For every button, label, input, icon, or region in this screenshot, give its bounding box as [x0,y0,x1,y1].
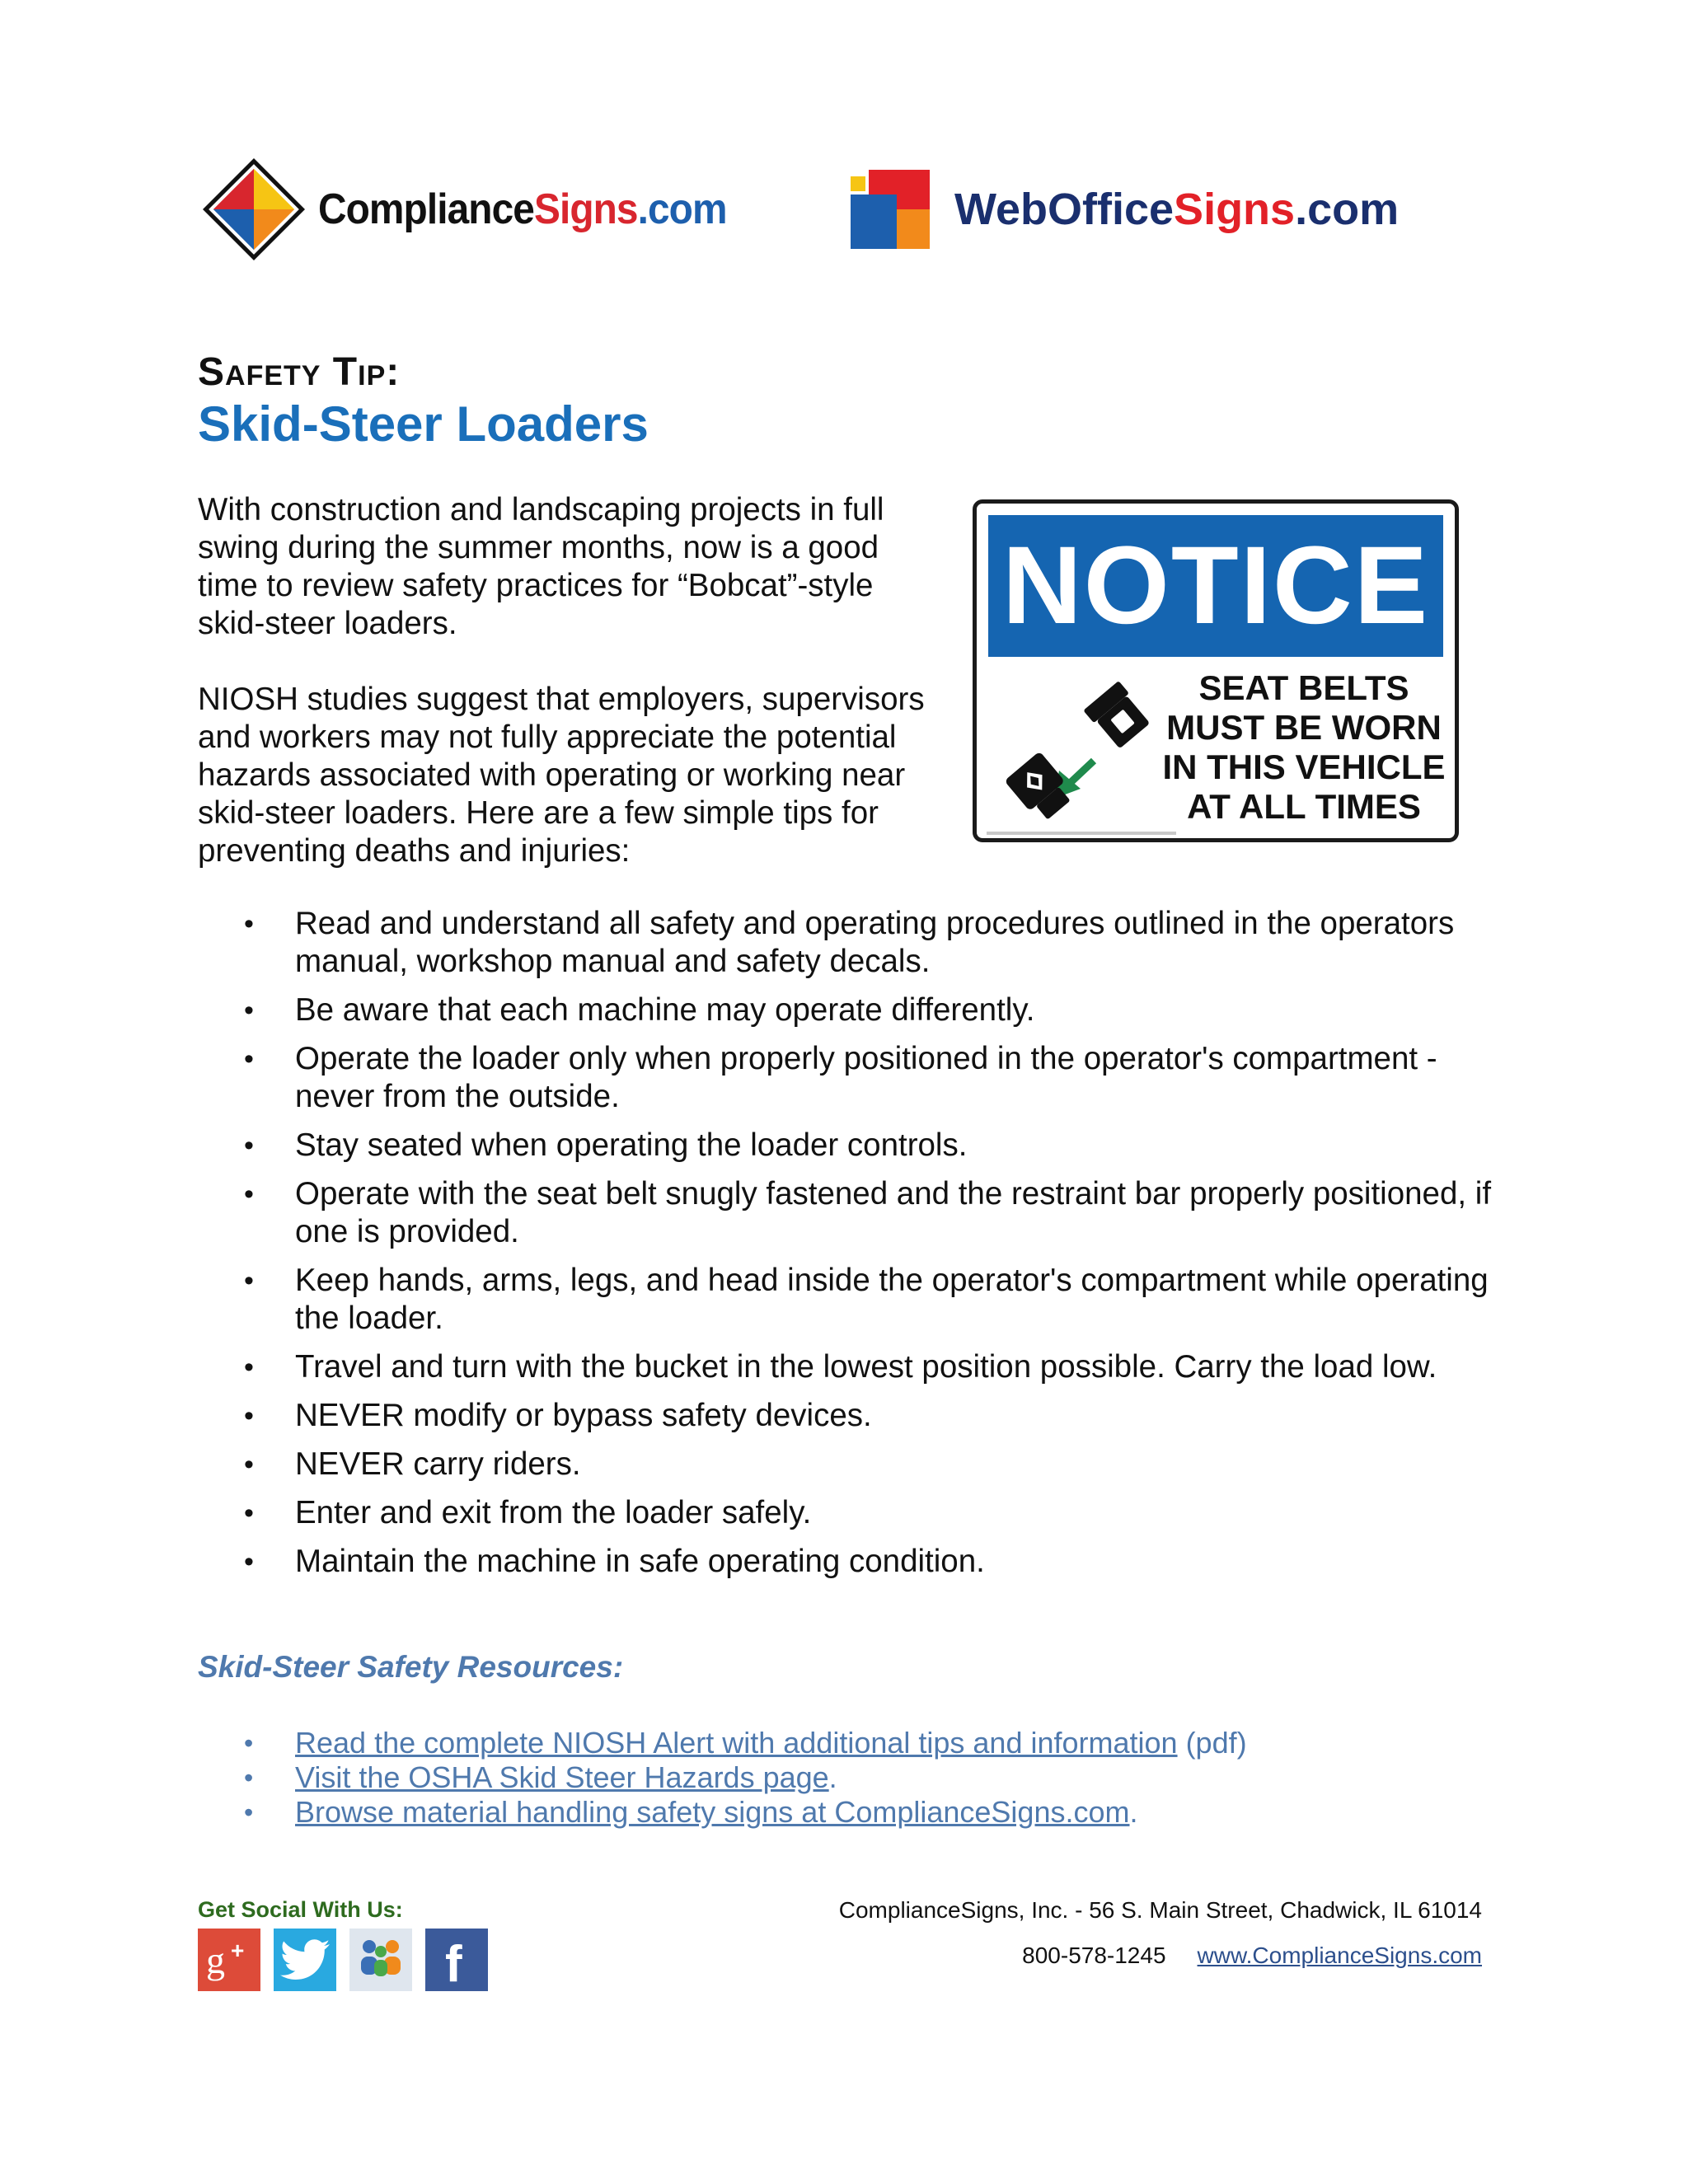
twitter-icon[interactable] [274,1929,336,1991]
cs-logo-part3: .com [637,185,727,233]
notice-header: NOTICE [1001,524,1430,647]
intro-paragraph-1: With construction and landscaping projects in full swing during the summer months, now is a good time to review safety practices for “Bobcat”-style skid-steer loaders. [198,492,884,641]
social-icons [198,1929,488,1991]
website-link[interactable]: www.ComplianceSigns.com [1197,1943,1482,1968]
notice-line-4: AT ALL TIMES [1187,787,1421,826]
article-title: Skid-Steer Loaders [198,396,649,452]
compliancesigns-diamond-icon [199,155,308,264]
notice-line-2: MUST BE WORN [1166,708,1442,747]
resource-suffix: . [828,1760,837,1794]
notice-sign-image [973,499,1459,842]
google-plus-icon[interactable] [198,1929,260,1991]
wos-logo-part1: WebOffice [954,185,1175,234]
cs-logo-part1: Compliance [318,185,534,233]
safety-tips-list [198,905,1500,1591]
list-item: • Travel and turn with the bucket in the lowest position possible. Carry the load low. [198,1348,1500,1386]
list-item: • Maintain the machine in safe operating condition. [198,1543,1500,1581]
notice-banner [988,515,1443,657]
notice-line-3: IN THIS VEHICLE [1162,748,1446,786]
resources-heading: Skid-Steer Safety Resources: [198,1650,624,1684]
list-item: • Stay seated when operating the loader controls. [198,1127,1500,1165]
notice-line-1: SEAT BELTS [1198,668,1409,707]
list-item: • Operate with the seat belt snugly fastened and the restraint bar properly positioned, if one is provided. [198,1175,1500,1251]
resource-suffix: (pdf) [1177,1726,1247,1760]
resource-item [198,1760,1500,1795]
company-address: ComplianceSigns, Inc. - 56 S. Main Street, Chadwick, IL 61014 [838,1897,1482,1923]
social-label: Get Social With Us: [198,1897,403,1922]
sign-fine-print [987,832,1176,835]
compliancesigns-logo[interactable] [199,152,762,267]
svg-text:f: f [445,1936,462,1991]
material-handling-signs-link[interactable]: Browse material handling safety signs at ComplianceSigns.com [295,1795,1130,1829]
resources-list [198,1726,1500,1830]
list-item: • Be aware that each machine may operate differently. [198,991,1500,1029]
cs-logo-part2: Signs [533,185,638,233]
svg-text:+: + [231,1938,245,1963]
webofficesigns-logo[interactable] [851,170,1399,249]
list-item: • NEVER modify or bypass safety devices. [198,1397,1500,1435]
resource-item [198,1726,1500,1760]
resource-item [198,1795,1500,1830]
list-item: • NEVER carry riders. [198,1446,1500,1483]
resource-suffix: . [1129,1795,1138,1829]
facebook-icon[interactable] [425,1929,488,1991]
safety-tip-label: Safety Tip: [198,350,401,394]
list-item: • Keep hands, arms, legs, and head inside the operator's compartment while operating the loader. [198,1262,1500,1338]
notice-message [1160,668,1448,827]
list-item: • Operate the loader only when properly positioned in the operator's compartment - never from the outside. [198,1040,1500,1116]
list-item: • Read and understand all safety and operating procedures outlined in the operators manual, workshop manual and safety decals. [198,905,1500,981]
niosh-alert-link[interactable]: Read the complete NIOSH Alert with additional tips and information [295,1726,1178,1760]
list-item: • Enter and exit from the loader safely. [198,1494,1500,1532]
seat-belt-buckle-icon [1001,673,1166,830]
osha-hazards-link[interactable]: Visit the OSHA Skid Steer Hazards page [295,1760,829,1794]
phone-number: 800-578-1245 [1022,1943,1166,1968]
delicious-icon[interactable] [349,1929,412,1991]
webofficesigns-squares-icon [851,170,930,249]
intro-paragraph-2: NIOSH studies suggest that employers, supervisors and workers may not fully appreciate the potential hazards associated with operating or working near skid-steer loaders. Here are a few simple tips for preventing deaths and injuries: [198,682,925,869]
svg-text:g: g [206,1939,225,1981]
wos-logo-part3: .com [1295,185,1400,234]
contact-line [1022,1943,1482,1969]
wos-logo-part2: Signs [1174,185,1296,234]
